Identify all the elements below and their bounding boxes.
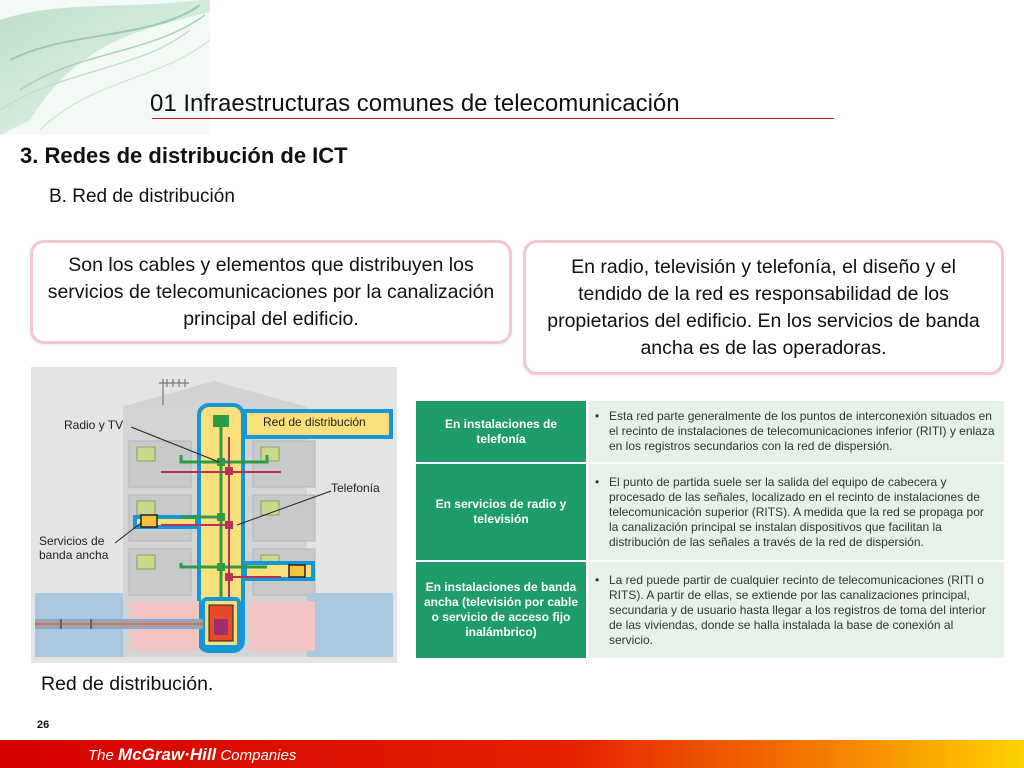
logo-brand: McGraw·Hill bbox=[118, 745, 217, 764]
row-body bbox=[588, 561, 1005, 659]
page-number: 26 bbox=[37, 719, 50, 731]
row-body bbox=[588, 463, 1005, 561]
table-row bbox=[416, 463, 1004, 561]
title-underline bbox=[152, 118, 834, 119]
logo-prefix: The bbox=[88, 747, 114, 764]
row-text: Esta red parte generalmente de los puntos de interconexión situados en el recinto de instalaciones de telecomunicaciones inferior (RITI) y enlaza en los registros secundarios con la red de dispersión. bbox=[609, 409, 995, 454]
publisher-logo bbox=[88, 745, 296, 765]
services-table bbox=[416, 401, 1004, 660]
definition-callout bbox=[30, 240, 512, 344]
responsibility-text: En radio, televisión y telefonía, el diseño y el tendido de la red es responsabilidad de los propietarios del edificio. En los servicios de banda ancha es de las operadoras. bbox=[547, 255, 980, 359]
row-header: En servicios de radio y televisión bbox=[416, 463, 588, 561]
label-telefonia: Telefonía bbox=[331, 481, 380, 495]
row-body bbox=[588, 401, 1005, 463]
bullet-icon: • bbox=[595, 409, 600, 424]
definition-text: Son los cables y elementos que distribuyen los servicios de telecomunicaciones por la canalización principal del edificio. bbox=[47, 253, 495, 330]
row-header: En instalaciones de banda ancha (televisión por cable o servicio de acceso fijo inalámbrico) bbox=[416, 561, 588, 659]
label-servicios: Servicios de bbox=[39, 534, 105, 548]
distribution-network-figure bbox=[31, 367, 397, 663]
logo-suffix: Companies bbox=[220, 747, 297, 764]
row-text: La red puede partir de cualquier recinto de telecomunicaciones (RITI o RITS). A partir de ellas, se extiende por las canalizaciones principal, secundaria y de usuario hasta llegar a los registros de toma del interior de las viviendas, donde se halla instalada la base de conexión al servicio. bbox=[609, 572, 986, 647]
row-header: En instalaciones de telefonía bbox=[416, 401, 588, 463]
table-row bbox=[416, 401, 1004, 463]
chapter-title: 01 Infraestructuras comunes de telecomunicación bbox=[150, 90, 680, 117]
label-banda-ancha: banda ancha bbox=[39, 548, 109, 562]
bullet-icon: • bbox=[595, 474, 600, 489]
section-title: 3. Redes de distribución de ICT bbox=[20, 143, 348, 168]
label-red-distribucion: Red de distribución bbox=[263, 415, 366, 429]
label-radio-tv: Radio y TV bbox=[64, 418, 124, 432]
building-diagram bbox=[31, 367, 397, 663]
figure-caption: Red de distribución. bbox=[41, 673, 214, 695]
row-text: El punto de partida suele ser la salida del equipo de cabecera y procesado de las señales, localizado en el recinto de instalaciones de telecomunicación superior (RITS). A medida que la red se propaga por la canalización principal se instalan dispositivos que facilitan la distribución de las señales a través de la red de dispersión. bbox=[609, 474, 984, 549]
subsection-title: B. Red de distribución bbox=[49, 186, 235, 207]
responsibility-callout bbox=[523, 240, 1004, 375]
bullet-icon: • bbox=[595, 572, 600, 587]
table-row bbox=[416, 561, 1004, 659]
